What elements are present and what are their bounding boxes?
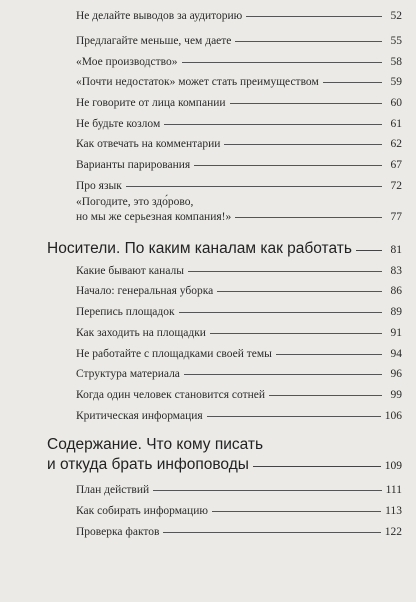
toc-entry — [76, 118, 402, 130]
toc-entry-title: Проверка фактов — [76, 526, 160, 538]
leader-line — [212, 511, 381, 512]
toc-entry-page: 89 — [390, 306, 402, 318]
toc-entry — [76, 410, 402, 422]
toc-entry-title-line1: «Погодите, это здо́рово, — [76, 196, 194, 208]
leader-line — [235, 217, 382, 218]
toc-entry-title: Не работайте с площадками своей темы — [76, 348, 272, 360]
toc-entry-page: 72 — [390, 180, 402, 192]
leader-line — [269, 395, 382, 396]
leader-line — [182, 62, 382, 63]
toc-entry-page: 113 — [385, 505, 402, 517]
toc-entry-title: Не делайте выводов за аудиторию — [76, 10, 243, 22]
toc-entry — [76, 505, 402, 517]
toc-chapter-page: 109 — [384, 460, 402, 472]
toc-entry-title: Перепись площадок — [76, 306, 175, 318]
toc-entry-page: 60 — [390, 97, 402, 109]
toc-chapter-title-line2: и откуда брать инфоповоды — [47, 456, 249, 473]
toc-entry-page: 58 — [390, 56, 402, 68]
leader-line — [126, 186, 382, 187]
leader-line — [217, 291, 382, 292]
toc-entry-title: Варианты парирования — [76, 159, 191, 171]
toc-entry — [76, 265, 402, 277]
toc-entry-page: 61 — [390, 118, 402, 130]
toc-entry-page: 52 — [390, 10, 402, 22]
toc-entry-title: Какие бывают каналы — [76, 265, 184, 277]
leader-line — [188, 271, 382, 272]
toc-entry-page: 106 — [384, 410, 402, 422]
leader-line — [246, 16, 382, 17]
toc-chapter — [47, 456, 402, 474]
toc-entry-page: 111 — [385, 484, 402, 496]
leader-line — [163, 532, 380, 533]
toc-entry — [76, 306, 402, 318]
leader-line — [323, 82, 382, 83]
toc-entry-title-line2: но мы же серьезная компания!» — [76, 211, 232, 223]
leader-line — [210, 333, 382, 334]
leader-line — [153, 490, 381, 491]
toc-entry-page: 91 — [390, 327, 402, 339]
leader-line — [276, 354, 382, 355]
toc-entry-page: 67 — [390, 159, 402, 171]
toc-entry — [76, 76, 402, 88]
toc-entry-title: Начало: генеральная уборка — [76, 285, 214, 297]
toc-entry-title: Структура материала — [76, 368, 180, 380]
toc-entry — [76, 56, 402, 68]
toc-chapter — [47, 240, 402, 258]
toc-entry-multiline — [76, 196, 402, 208]
toc-entry — [76, 389, 402, 401]
toc-entry-page: 99 — [390, 389, 402, 401]
toc-entry — [76, 97, 402, 109]
leader-line — [164, 124, 382, 125]
toc-entry-title: Критическая информация — [76, 410, 203, 422]
toc-entry — [76, 526, 402, 538]
toc-entry — [76, 348, 402, 360]
leader-line — [235, 41, 382, 42]
leader-line — [184, 374, 382, 375]
toc-entry — [76, 159, 402, 171]
toc-entry-title: Не говорите от лица компании — [76, 97, 226, 109]
leader-line — [253, 466, 381, 467]
toc-entry-page: 59 — [390, 76, 402, 88]
toc-entry-title: Когда один человек становится сотней — [76, 389, 266, 401]
leader-line — [230, 103, 382, 104]
toc-chapter-page: 81 — [390, 244, 402, 256]
toc-entry-page: 83 — [390, 265, 402, 277]
leader-line — [179, 312, 382, 313]
toc-entry — [76, 10, 402, 22]
toc-entry — [76, 368, 402, 380]
toc-entry-title: Не будьте козлом — [76, 118, 161, 130]
toc-entry — [76, 211, 402, 223]
toc-entry-page: 62 — [390, 138, 402, 150]
toc-chapter-multiline — [47, 436, 402, 454]
toc-entry — [76, 35, 402, 47]
toc-entry — [76, 327, 402, 339]
toc-entry-title: Про язык — [76, 180, 122, 192]
toc-entry-title: План действий — [76, 484, 150, 496]
toc-entry-title: Как собирать информацию — [76, 505, 208, 517]
leader-line — [194, 165, 382, 166]
toc-entry-title: «Мое производство» — [76, 56, 178, 68]
leader-line — [224, 144, 382, 145]
toc-entry-page: 122 — [384, 526, 402, 538]
toc-entry-title: Как заходить на площадки — [76, 327, 206, 339]
toc-entry — [76, 138, 402, 150]
toc-chapter-title-line1: Содержание. Что кому писать — [47, 436, 264, 453]
toc-entry — [76, 180, 402, 192]
toc-entry-page: 55 — [390, 35, 402, 47]
toc-entry-title: Предлагайте меньше, чем даете — [76, 35, 232, 47]
leader-line — [207, 416, 381, 417]
toc-entry-page: 86 — [390, 285, 402, 297]
toc-entry-title: Как отвечать на комментарии — [76, 138, 221, 150]
toc-entry-page: 94 — [390, 348, 402, 360]
leader-line — [356, 250, 382, 251]
toc-entry-title: «Почти недостаток» может стать преимуществом — [76, 76, 319, 88]
toc-entry-page: 77 — [390, 211, 402, 223]
toc-entry — [76, 285, 402, 297]
toc-entry-page: 96 — [390, 368, 402, 380]
toc-entry — [76, 484, 402, 496]
toc-chapter-title: Носители. По каким каналам как работать — [47, 240, 352, 257]
